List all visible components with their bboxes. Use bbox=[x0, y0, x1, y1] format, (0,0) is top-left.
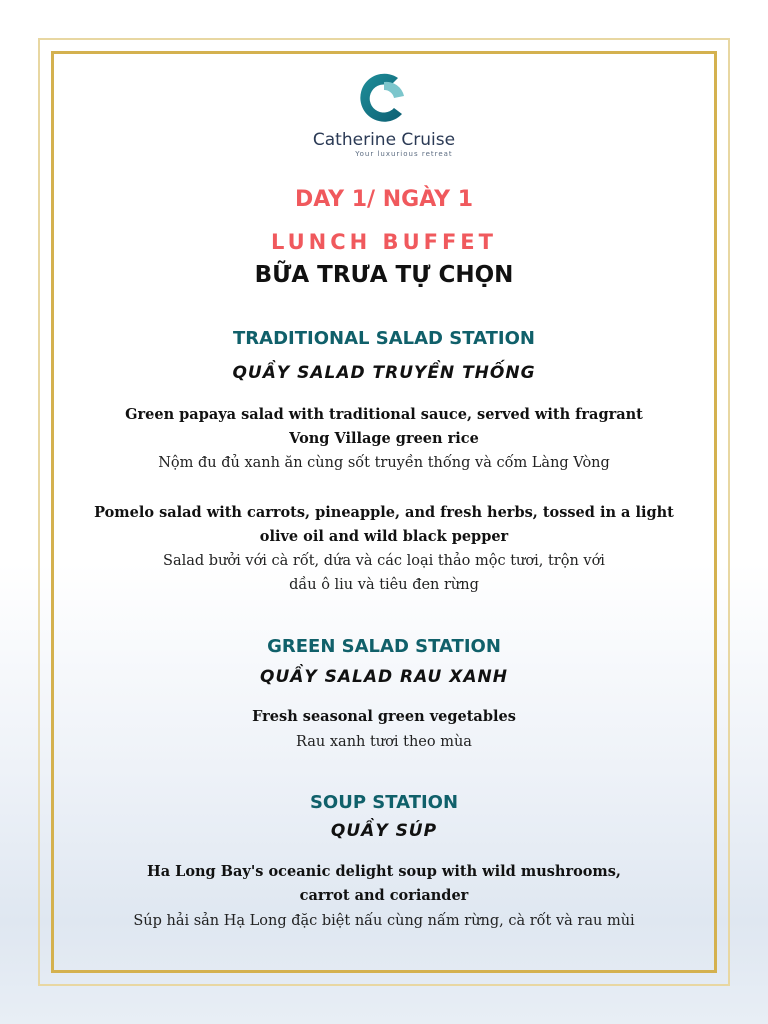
menu-item-en: carrot and coriander bbox=[299, 887, 469, 904]
menu-item-vi: Salad bưởi với cà rốt, dứa và các loại thảo mộc tươi, trộn với bbox=[163, 553, 605, 569]
menu-title-vi: BỮA TRƯA TỰ CHỌN bbox=[254, 262, 514, 288]
station-title-soup: SOUP STATION bbox=[309, 792, 459, 813]
station-title-traditional: TRADITIONAL SALAD STATION bbox=[233, 328, 535, 349]
day-heading: DAY 1/ NGÀY 1 bbox=[294, 187, 474, 212]
menu-item-en: Green papaya salad with traditional sauce, served with fragrant bbox=[125, 406, 643, 423]
station-title-green: GREEN SALAD STATION bbox=[267, 636, 501, 657]
brand-name: Catherine Cruise bbox=[312, 130, 456, 150]
menu-item-en: Fresh seasonal green vegetables bbox=[252, 708, 516, 725]
menu-item-en: olive oil and wild black pepper bbox=[259, 528, 509, 545]
menu-item-vi: Súp hải sản Hạ Long đặc biệt nấu cùng nấm rừng, cà rốt và rau mùi bbox=[133, 913, 635, 929]
menu-item-vi: dầu ô liu và tiêu đen rừng bbox=[289, 577, 479, 593]
menu-title-en: LUNCH BUFFET bbox=[271, 230, 497, 254]
station-title-green-vi: QUẦY SALAD RAU XANH bbox=[260, 667, 508, 687]
menu-item-en: Vong Village green rice bbox=[289, 430, 479, 447]
brand-tagline: Your luxurious retreat bbox=[355, 150, 453, 158]
menu-item-en: Pomelo salad with carrots, pineapple, and fresh herbs, tossed in a light bbox=[94, 504, 674, 521]
menu-item-vi: Nộm đu đủ xanh ăn cùng sốt truyền thống và cốm Làng Vòng bbox=[158, 455, 610, 471]
menu-page bbox=[54, 54, 714, 970]
menu-item-en: Ha Long Bay's oceanic delight soup with wild mushrooms, bbox=[147, 863, 621, 880]
station-title-traditional-vi: QUẦY SALAD TRUYỀN THỐNG bbox=[232, 363, 536, 383]
catherine-cruise-logo-icon bbox=[354, 68, 414, 128]
menu-item-vi: Rau xanh tươi theo mùa bbox=[296, 734, 472, 750]
station-title-soup-vi: QUẦY SÚP bbox=[330, 821, 438, 841]
